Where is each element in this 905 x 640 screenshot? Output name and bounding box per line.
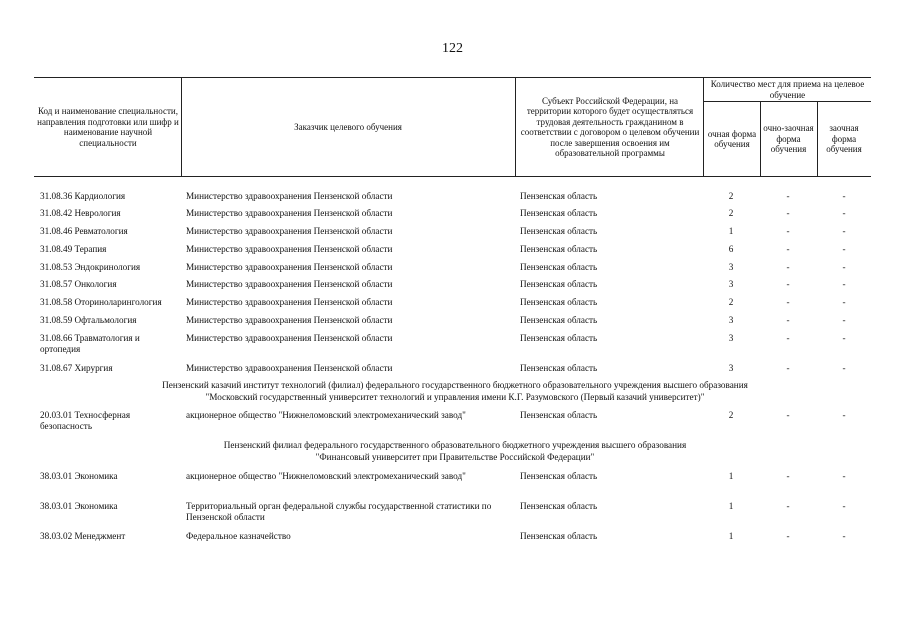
row-customer: Министерство здравоохранения Пензенской области <box>186 226 393 236</box>
row-part-time: - <box>786 279 790 289</box>
row-full-time: 3 <box>728 279 734 289</box>
row-correspondence: - <box>842 208 846 218</box>
header-correspondence: заочная форма обучения <box>826 123 862 155</box>
row-region: Пензенская область <box>520 297 598 307</box>
row-part-time: - <box>786 226 790 236</box>
row-region: Пензенская область <box>520 226 598 236</box>
row-correspondence: - <box>842 279 846 289</box>
row-full-time: 2 <box>728 297 734 307</box>
row-full-time: 1 <box>728 471 734 481</box>
row-code: 31.08.67 Хирургия <box>40 363 113 373</box>
row-part-time: - <box>786 501 790 511</box>
header-code: Код и наименование специальности, направления подготовки или шифр и наименование научной специальности <box>37 106 179 148</box>
row-code: 31.08.59 Офтальмология <box>40 315 137 325</box>
row-region: Пензенская область <box>520 531 598 541</box>
row-correspondence: - <box>842 501 846 511</box>
row-full-time: 2 <box>728 208 734 218</box>
header-subject: Субъект Российской Федерации, на территории которого будет осуществляться трудовая деятельность гражданином в соответствии с договором о целевом обучении после завершения освоения им образовательной программы <box>520 95 700 158</box>
row-full-time: 1 <box>728 531 734 541</box>
row-region: Пензенская область <box>520 262 598 272</box>
row-full-time: 1 <box>728 226 734 236</box>
row-region: Пензенская область <box>520 279 598 289</box>
row-customer: Министерство здравоохранения Пензенской области <box>186 315 393 325</box>
row-code: 31.08.49 Терапия <box>40 244 107 254</box>
row-region: Пензенская область <box>520 471 598 481</box>
section-heading-line: "Московский государственный университет технологий и управления имени К.Г. Разумовского (Первый казачий университет)" <box>205 392 705 402</box>
row-region: Пензенская область <box>520 208 598 218</box>
row-customer: Министерство здравоохранения Пензенской области <box>186 363 393 373</box>
row-code: 31.08.58 Оториноларингология <box>40 297 162 307</box>
row-full-time: 6 <box>728 244 734 254</box>
row-region: Пензенская область <box>520 501 598 511</box>
row-part-time: - <box>786 531 790 541</box>
row-customer: акционерное общество "Нижнеломовский электромеханический завод" <box>186 471 466 481</box>
row-correspondence: - <box>842 333 846 343</box>
row-code: 31.08.46 Ревматология <box>40 226 128 236</box>
row-part-time: - <box>786 208 790 218</box>
row-full-time: 3 <box>728 333 734 343</box>
row-code: 38.03.02 Менеджмент <box>40 531 126 541</box>
row-code: 31.08.36 Кардиология <box>40 191 126 201</box>
row-part-time: - <box>786 262 790 272</box>
row-code: 20.03.01 Техносферная безопасность <box>40 410 131 431</box>
row-correspondence: - <box>842 410 846 420</box>
row-full-time: 2 <box>728 410 734 420</box>
row-part-time: - <box>786 244 790 254</box>
row-customer: Министерство здравоохранения Пензенской области <box>186 191 393 201</box>
row-correspondence: - <box>842 262 846 272</box>
header-customer: Заказчик целевого обучения <box>294 121 402 132</box>
row-part-time: - <box>786 297 790 307</box>
header-full-time: очная форма обучения <box>707 128 757 149</box>
page-number: 122 <box>442 41 463 56</box>
row-region: Пензенская область <box>520 363 598 373</box>
row-region: Пензенская область <box>520 191 598 201</box>
row-correspondence: - <box>842 297 846 307</box>
row-part-time: - <box>786 315 790 325</box>
row-part-time: - <box>786 410 790 420</box>
row-region: Пензенская область <box>520 315 598 325</box>
row-correspondence: - <box>842 244 846 254</box>
row-correspondence: - <box>842 315 846 325</box>
row-customer: акционерное общество "Нижнеломовский электромеханический завод" <box>186 410 466 420</box>
row-correspondence: - <box>842 363 846 373</box>
row-customer: Федеральное казначейство <box>186 531 291 541</box>
row-correspondence: - <box>842 226 846 236</box>
row-part-time: - <box>786 333 790 343</box>
row-part-time: - <box>786 191 790 201</box>
row-customer: Министерство здравоохранения Пензенской области <box>186 297 393 307</box>
row-customer: Министерство здравоохранения Пензенской области <box>186 244 393 254</box>
row-customer: Министерство здравоохранения Пензенской области <box>186 279 393 289</box>
row-full-time: 3 <box>728 363 734 373</box>
row-customer: Министерство здравоохранения Пензенской области <box>186 333 393 343</box>
header-places: Количество мест для приема на целевое обучение <box>710 79 865 100</box>
row-region: Пензенская область <box>520 410 598 420</box>
row-region: Пензенская область <box>520 333 598 343</box>
row-customer: Министерство здравоохранения Пензенской области <box>186 208 393 218</box>
row-part-time: - <box>786 471 790 481</box>
row-code: 38.03.01 Экономика <box>40 471 118 481</box>
section-heading-line: Пензенский казачий институт технологий (филиал) федерального государственного бюджетного образовательного учреждения высшего образования <box>162 380 748 390</box>
row-customer: Министерство здравоохранения Пензенской области <box>186 262 393 272</box>
section-heading-line: "Финансовый университет при Правительстве Российской Федерации" <box>315 452 595 462</box>
row-code: 31.08.57 Онкология <box>40 279 117 289</box>
row-correspondence: - <box>842 471 846 481</box>
row-correspondence: - <box>842 191 846 201</box>
row-full-time: 3 <box>728 262 734 272</box>
row-full-time: 2 <box>728 191 734 201</box>
row-part-time: - <box>786 363 790 373</box>
row-customer: Территориальный орган федеральной службы государственной статистики по Пензенской области <box>186 501 492 522</box>
row-code: 31.08.42 Неврология <box>40 208 121 218</box>
section-heading-line: Пензенский филиал федерального государственного образовательного бюджетного учреждения высшего образования <box>223 440 687 450</box>
row-full-time: 3 <box>728 315 734 325</box>
row-code: 31.08.66 Травматология и ортопедия <box>40 333 140 354</box>
row-code: 38.03.01 Экономика <box>40 501 118 511</box>
row-region: Пензенская область <box>520 244 598 254</box>
row-full-time: 1 <box>728 501 734 511</box>
row-code: 31.08.53 Эндокринология <box>40 262 141 272</box>
row-correspondence: - <box>842 531 846 541</box>
header-part-time: очно-заочная форма обучения <box>763 123 814 155</box>
